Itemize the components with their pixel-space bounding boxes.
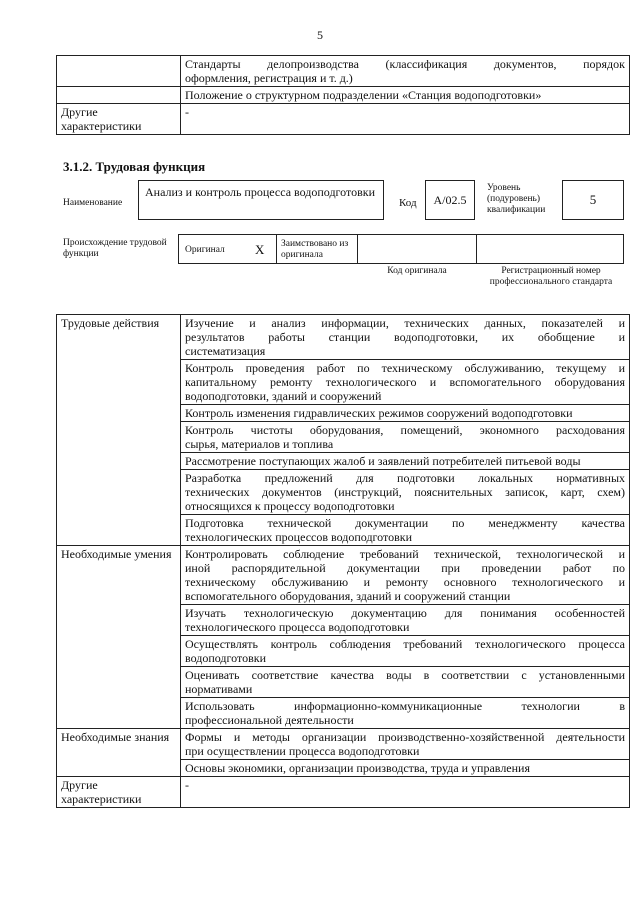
row-group-label bbox=[57, 315, 181, 546]
top-table-row bbox=[57, 87, 630, 104]
main_table.1.items.0.lines-line: техническому обслуживанию и ремонту основного технологического и bbox=[185, 575, 625, 589]
main_table.1.items.0.lines-line: Контролировать соблюдение требований технической, технологической и bbox=[185, 547, 625, 561]
item-text bbox=[181, 729, 630, 760]
main_table.0.items.1.lines-line: водоподготовки, зданий и сооружений bbox=[185, 389, 382, 403]
borrowed-label: Заимствовано из оригинала bbox=[281, 239, 349, 260]
main_table.0.items.1.lines-line: Контроль проведения работ по техническому обслуживанию, текущему и bbox=[185, 361, 625, 375]
main-table-row bbox=[57, 546, 630, 605]
main_table.0.items.3.lines-line: сырья, материалов и топлива bbox=[185, 437, 334, 451]
reg-number-label: Регистрационный номер профессионального стандарта bbox=[489, 266, 613, 287]
main_table.1.items.0.lines-line: иной распорядительной документации при проведении работ по bbox=[185, 561, 625, 575]
original-cell bbox=[178, 234, 277, 264]
item-text bbox=[181, 546, 630, 605]
main_table.1.items.1.lines-line: Изучать технологическую документацию для понимания особенностей bbox=[185, 606, 625, 620]
name-value: Анализ и контроль процесса водоподготовки bbox=[145, 185, 376, 199]
top-table-label: Другие характеристики bbox=[57, 104, 181, 135]
main-table-row bbox=[57, 729, 630, 760]
main_table.1.items.2.lines-line: водоподготовки bbox=[185, 651, 266, 665]
page-number: 5 bbox=[317, 28, 323, 42]
section-heading: 3.1.2. Трудовая функция bbox=[63, 159, 206, 174]
top-table-row bbox=[57, 104, 630, 135]
main_table.2.items.0.lines-line: при осуществлении процесса водоподготовки bbox=[185, 744, 420, 758]
top_table.rows.1.lines-line: Положение о структурном подразделении «Станция водоподготовки» bbox=[185, 88, 542, 102]
top-table-text bbox=[181, 104, 630, 135]
item-text bbox=[181, 667, 630, 698]
main_table.1.items.3.lines-line: Оценивать соответствие качества воды в соответствии с установленными bbox=[185, 668, 625, 682]
main_table.1.items.2.lines-line: Осуществлять контроль соблюдения требований технологического процесса bbox=[185, 637, 625, 651]
code-original-cell bbox=[357, 234, 477, 264]
item-text bbox=[181, 636, 630, 667]
main_table.0.items.6.lines-line: технологических процессов водоподготовки bbox=[185, 530, 413, 544]
top-table-label bbox=[57, 56, 181, 87]
item-text bbox=[181, 470, 630, 515]
origin-label: Происхождение трудовой функции bbox=[63, 238, 167, 259]
main_table.1.items.0.lines-line: вспомогательного оборудования, зданий и сооружений станции bbox=[185, 589, 511, 603]
row-group-label bbox=[57, 777, 181, 808]
top-table-text bbox=[181, 87, 630, 104]
main_table.0.items.4.lines-line: Рассмотрение поступающих жалоб и заявлений потребителей питьевой воды bbox=[185, 454, 581, 468]
level-field bbox=[562, 180, 624, 220]
row-group-label bbox=[57, 729, 181, 777]
item-text bbox=[181, 760, 630, 777]
main_table.2.items.1.lines-line: Основы экономики, организации производства, труда и управления bbox=[185, 761, 530, 775]
code-field bbox=[425, 180, 475, 220]
row-group-label-text: Необходимые умения bbox=[61, 547, 172, 561]
top-table-label bbox=[57, 87, 181, 104]
row-group-label-text: Необходимые знания bbox=[61, 730, 170, 744]
code-value: A/02.5 bbox=[433, 193, 467, 207]
name-field bbox=[138, 180, 384, 220]
main_table.0.items.5.lines-line: технических документов (инструкций, пояснительных записок, карт, схем) bbox=[185, 485, 625, 499]
item-text bbox=[181, 315, 630, 360]
top-table-text bbox=[181, 56, 630, 87]
item-text bbox=[181, 422, 630, 453]
top-table-row bbox=[57, 56, 630, 87]
code-label: Код bbox=[399, 197, 417, 209]
name-label: Наименование bbox=[63, 198, 123, 208]
main-table-row bbox=[57, 777, 630, 808]
main_table.0.items.5.lines-line: Разработка предложений для подготовки локальных нормативных bbox=[185, 471, 625, 485]
main_table.0.items.0.lines-line: результатов работы станции водоподготовки, их обобщение и bbox=[185, 330, 625, 344]
main_table.0.items.5.lines-line: относящихся к процессу водоподготовки bbox=[185, 499, 395, 513]
main_table.0.items.1.lines-line: капитальному ремонту технологического и вспомогательного оборудования bbox=[185, 375, 625, 389]
main_table.2.items.0.lines-line: Формы и методы организации производственно-хозяйственной деятельности bbox=[185, 730, 625, 744]
row-group-label bbox=[57, 546, 181, 729]
top_table.rows.2.lines-line: - bbox=[185, 105, 189, 119]
item-text bbox=[181, 605, 630, 636]
main-table-row bbox=[57, 315, 630, 360]
item-text bbox=[181, 405, 630, 422]
row-group-label-text: Другие характеристики bbox=[61, 778, 142, 806]
level-value: 5 bbox=[589, 192, 597, 207]
code-original-label: Код оригинала bbox=[387, 266, 447, 276]
main_table.1.items.1.lines-line: технологического процесса водоподготовки bbox=[185, 620, 410, 634]
top_table.rows.0.lines-line: оформления, регистрация и т. д.) bbox=[185, 71, 353, 85]
main-table bbox=[56, 314, 630, 808]
item-text bbox=[181, 453, 630, 470]
main_table.3.items.0.lines-line: - bbox=[185, 778, 189, 792]
item-text bbox=[181, 698, 630, 729]
main_table.0.items.2.lines-line: Контроль изменения гидравлических режимов сооружений водоподготовки bbox=[185, 406, 573, 420]
reg-number-cell bbox=[476, 234, 624, 264]
main_table.1.items.3.lines-line: нормативами bbox=[185, 682, 253, 696]
row-group-label-text: Трудовые действия bbox=[61, 316, 160, 330]
item-text bbox=[181, 515, 630, 546]
main_table.0.items.0.lines-line: Изучение и анализ информации, технических данных, показателей и bbox=[185, 316, 625, 330]
level-label: Уровень (подуровень) квалификации bbox=[487, 183, 546, 215]
main_table.0.items.3.lines-line: Контроль чистоты оборудования, помещений, экономного расходования bbox=[185, 423, 625, 437]
top_table.rows.0.lines-line: Стандарты делопроизводства (классификация документов, порядок bbox=[185, 57, 625, 71]
original-label: Оригинал bbox=[185, 245, 225, 255]
main_table.1.items.4.lines-line: профессиональной деятельности bbox=[185, 713, 354, 727]
top-table bbox=[56, 55, 630, 135]
main_table.1.items.4.lines-line: Использовать информационно-коммуникационные технологии в bbox=[185, 699, 625, 713]
borrowed-cell bbox=[276, 234, 358, 264]
item-text bbox=[181, 777, 630, 808]
item-text bbox=[181, 360, 630, 405]
main_table.0.items.6.lines-line: Подготовка технической документации по менеджменту качества bbox=[185, 516, 625, 530]
main_table.0.items.0.lines-line: систематизация bbox=[185, 344, 266, 358]
original-mark: X bbox=[255, 242, 265, 257]
